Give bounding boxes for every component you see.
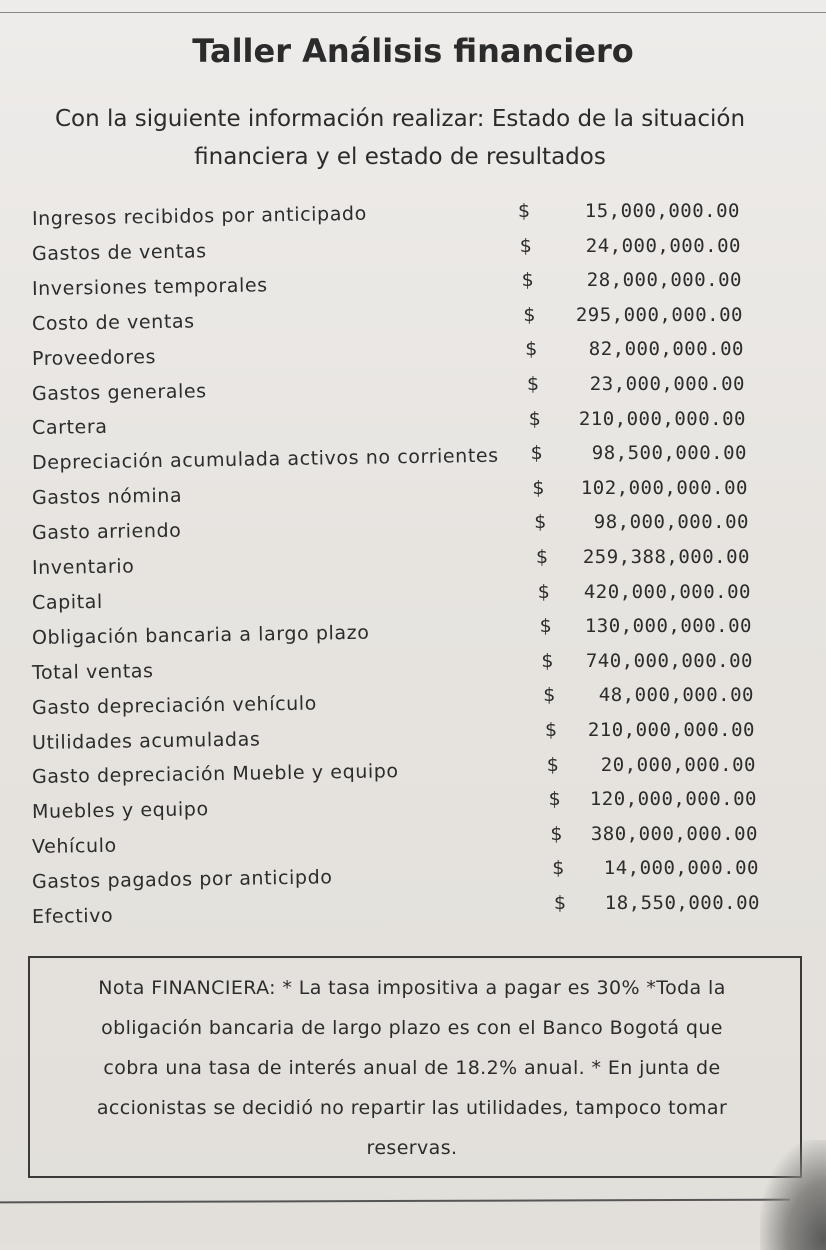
subtitle-line-1: Con la siguiente información realizar: Estado de la situación <box>54 106 746 132</box>
currency-symbol: $ <box>530 442 543 465</box>
note-line-3: cobra una tasa de interés anual de 18.2% anual. * En junta de <box>103 1057 721 1079</box>
financial-note <box>44 968 780 1168</box>
account-label: Cartera <box>31 416 108 440</box>
document-title: Taller Análisis financiero <box>192 32 634 70</box>
currency-symbol: $ <box>532 476 545 499</box>
account-label: Gastos de ventas <box>31 240 207 265</box>
account-label: Costo de ventas <box>31 310 195 335</box>
account-label: Gastos nómina <box>31 484 183 510</box>
currency-symbol: $ <box>546 753 559 776</box>
currency-symbol: $ <box>550 822 563 845</box>
account-amount: 28,000,000.00 <box>586 269 742 292</box>
note-line-4: accionistas se decidió no repartir las utilidades, tampoco tomar <box>96 1097 728 1119</box>
account-label: Gastos pagados por anticipdo <box>31 866 333 894</box>
currency-symbol: $ <box>536 546 549 568</box>
account-amount: 23,000,000.00 <box>589 373 745 395</box>
account-amount: 24,000,000.00 <box>585 234 741 257</box>
account-amount: 98,000,000.00 <box>593 511 749 534</box>
finger-shadow <box>760 1140 826 1250</box>
account-amount: 18,550,000.00 <box>604 892 760 914</box>
account-label: Total ventas <box>31 659 154 684</box>
account-amount: 48,000,000.00 <box>598 684 754 707</box>
account-amount: 102,000,000.00 <box>580 476 748 499</box>
account-label: Proveedores <box>31 345 157 370</box>
currency-symbol: $ <box>525 338 538 361</box>
account-label: Depreciación acumulada activos no corrientes <box>31 444 499 475</box>
account-label: Gasto depreciación vehículo <box>31 692 318 719</box>
currency-symbol: $ <box>552 857 565 880</box>
account-label: Efectivo <box>31 904 114 928</box>
account-amount: 295,000,000.00 <box>575 303 743 326</box>
currency-symbol: $ <box>519 234 532 257</box>
account-amount: 120,000,000.00 <box>589 788 757 811</box>
account-label: Ingresos recibidos por anticipado <box>31 202 368 230</box>
account-label: Inventario <box>31 555 135 579</box>
account-amount: 82,000,000.00 <box>588 338 744 361</box>
account-amount: 259,388,000.00 <box>582 546 750 568</box>
currency-symbol: $ <box>545 719 558 741</box>
account-amount: 14,000,000.00 <box>603 857 759 880</box>
currency-symbol: $ <box>541 649 554 672</box>
account-amount: 98,500,000.00 <box>591 442 747 465</box>
currency-symbol: $ <box>527 373 540 395</box>
account-label: Capital <box>31 590 103 614</box>
account-label: Gasto arriendo <box>31 519 182 545</box>
currency-symbol: $ <box>518 200 531 222</box>
account-amount: 210,000,000.00 <box>578 407 746 430</box>
account-label: Muebles y equipo <box>31 798 209 824</box>
account-amount: 130,000,000.00 <box>584 615 752 638</box>
account-amount: 740,000,000.00 <box>585 649 753 672</box>
account-amount: 20,000,000.00 <box>600 753 756 776</box>
account-label: Inversiones temporales <box>31 274 268 300</box>
account-amount: 380,000,000.00 <box>590 822 758 845</box>
note-line-2: obligación bancaria de largo plazo es con el Banco Bogotá que <box>101 1017 723 1039</box>
account-amount: 15,000,000.00 <box>584 200 740 222</box>
currency-symbol: $ <box>534 511 547 534</box>
account-label: Gastos generales <box>31 379 207 405</box>
subtitle-line-2: financiera y el estado de resultados <box>194 144 606 170</box>
account-amount: 210,000,000.00 <box>587 719 755 741</box>
currency-symbol: $ <box>521 269 534 292</box>
currency-symbol: $ <box>537 580 550 603</box>
note-line-1: Nota FINANCIERA: * La tasa impositiva a pagar es 30% *Toda la <box>98 977 726 999</box>
currency-symbol: $ <box>548 788 561 811</box>
currency-symbol: $ <box>543 684 556 707</box>
account-label: Gasto depreciación Mueble y equipo <box>31 760 399 789</box>
currency-symbol: $ <box>523 303 536 326</box>
currency-symbol: $ <box>539 615 552 638</box>
account-label: Obligación bancaria a largo plazo <box>31 621 370 649</box>
currency-symbol: $ <box>554 892 567 914</box>
currency-symbol: $ <box>528 407 541 430</box>
account-label: Utilidades acumuladas <box>31 727 261 754</box>
account-label: Vehículo <box>31 834 117 859</box>
account-amount: 420,000,000.00 <box>583 580 751 603</box>
note-line-5: reservas. <box>366 1137 458 1159</box>
